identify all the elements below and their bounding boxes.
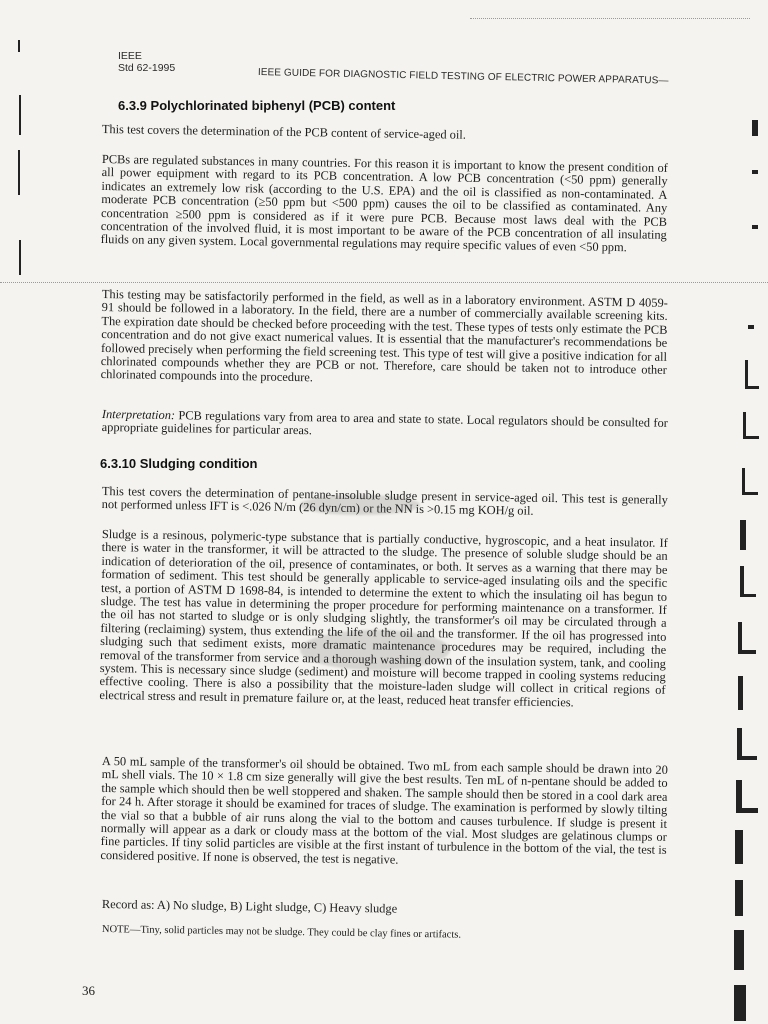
scan-artifact-right-8b: [737, 756, 757, 760]
scan-artifact-right-13: [734, 985, 746, 1021]
scan-artifact-right-5: [740, 566, 744, 596]
paragraph-pcb-regulation: PCBs are regulated substances in many countries. For this reason it is important to know the present condition of all power equipment with regard to its PCB concentration. A low PCB concentration (<50 ppm) generally indicates an extremely low risk (according to the U.S. EPA) and the oil is classified as non-contaminated. A moderate PCB concentration (≥50 ppm but <500 ppm) causes the oil to be classified as contaminated. Any concentration ≥500 ppm is considered as if it were pure PCB. Because most laws deal with the PCB concentration of the involved fluid, it is most important to be aware of the PCB concentration of all insulating fluids on any given system. Local governmental regulations may require specific values of even <50 ppm.: [100, 152, 668, 255]
scan-artifact-right-5b: [740, 594, 756, 597]
scan-artifact-left-2: [19, 95, 21, 135]
paragraph-sludge-description: Sludge is a resinous, polymeric-type substance that is partially conductive, hygroscopic, and a heat insulator. If there is water in the transformer, it will be attracted to the sludge. The presence of soluble sludge should be an indication of deterioration of the oil, presence of contaminates, or both. It serves as a warning that there may be formation of sediment. This test should be generally applicable to service-aged insulating oils and the specific test, a portion of ASTM D 1698-84, is intended to determine the extent to which the insulating oil has begun to sludge. The test has value in determining the proper procedure for performing maintenance on a transformer. If the oil has not started to sludge or is only sludging slightly, the transformer's oil may be circulated through a filtering (reclaiming) system, thus extending the life of the oil and the transformer. If the oil has progressed into sludging such that sediment exists, more dramatic maintenance procedures may be required, including the removal of the transformer from service and a thorough washing down of the insulation system, tank, and cooling system. This is necessary since sludge (sediment) and moisture will become trapped in cooling systems reducing effective cooling. There is also a possibility that the moisture-laden sludge will collect in critical regions of electrical stress and result in premature failure or, at the least, reduced heat transfer efficiencies.: [99, 527, 668, 710]
paragraph-pcb-testing: This testing may be satisfactorily performed in the field, as well as in a laboratory environment. ASTM D 4059-91 should be followed in a laboratory. In the field, there are a number of commercially available screening kits. The expiration date should be checked before proceeding with the test. These types of tests only estimate the PCB concentration and do not give exact numerical values. It is essential that the manufacturer's recommendations be followed precisely when performing the field screening test. This type of test will give a positive indication for all chlorinated compounds whether they are PCB or not. Therefore, care should be taken not to introduce other chlorinated compounds into the procedure.: [100, 287, 668, 385]
scan-artifact-left-3: [18, 150, 20, 195]
scan-smudge-2: [300, 630, 450, 670]
section-heading-pcb: 6.3.9 Polychlorinated biphenyl (PCB) content: [118, 98, 396, 113]
scan-artifact-right-12: [734, 930, 744, 970]
interpretation-text: PCB regulations vary from area to area and state to state. Local regulators should be consulted for appropriate guidelines for particular areas.: [101, 408, 668, 438]
scan-artifact-right-3: [742, 468, 745, 494]
paragraph-sludge-procedure: A 50 mL sample of the transformer's oil should be obtained. Two mL from each sample should be drawn into 20 mL shell vials. The 10 × 1.8 cm size generally will give the best results. Ten mL of n-pentane should be added to the sample which should then be well stoppered and shaken. The sample should then be stored in a cool dark area for 24 h. After storage it should be examined for traces of sludge. The examination is performed by slowly tilting the vial so that a bubble of air runs along the vial to the bottom and causes turbulence. If sludge is present it normally will appear as a dark or cloudy mass at the bottom of the vial. Most sludges are gelatinous clumps or fine particles. If tiny solid particles are visible at the first instant of turbulence in the bottom of the vial, the test is considered positive. If none is observed, the test is negative.: [100, 754, 668, 867]
scan-artifact-right-8: [737, 728, 742, 758]
scan-artifact-right-11: [735, 880, 743, 916]
scan-artifact-right-6b: [738, 650, 756, 654]
running-header-title: IEEE GUIDE FOR DIAGNOSTIC FIELD TESTING OF ELECTRIC POWER APPARATUS—: [257, 67, 669, 87]
scan-artifact-fold-line: [0, 282, 768, 284]
page-number: 36: [82, 983, 95, 998]
scan-artifact-left-4: [19, 240, 21, 275]
scan-artifact-right-4: [740, 520, 746, 550]
scan-artifact-right-top-4: [748, 325, 754, 329]
scan-artifact-right-1: [745, 360, 748, 388]
scan-artifact-top: [470, 18, 750, 20]
note-text: NOTE—Tiny, solid particles may not be sludge. They could be clay fines or artifacts.: [101, 923, 462, 941]
scan-artifact-right-7: [738, 676, 743, 710]
scan-artifact-right-9b: [736, 808, 758, 813]
section-heading-sludging: 6.3.10 Sludging condition: [100, 456, 258, 471]
paragraph-record-as: Record as: A) No sludge, B) Light sludge, C) Heavy sludge: [101, 897, 398, 916]
paragraph-sludge-intro: This test covers the determination of pentane-insoluble sludge present in service-aged oil. This test is generally not performed unless IFT is <.026 N/m (26 dyn/cm) or the NN is >0.15 mg KOH/g oil.: [101, 484, 668, 519]
scan-artifact-right-2b: [743, 436, 759, 439]
interpretation-label: Interpretation:: [101, 407, 176, 423]
running-header-std: [118, 50, 175, 74]
scan-artifact-right-2: [743, 412, 746, 438]
scan-artifact-right-top-1: [752, 120, 758, 136]
scan-artifact-right-1b: [745, 386, 759, 389]
scan-artifact-right-6: [738, 622, 742, 652]
scan-smudge-1: [300, 495, 420, 515]
paragraph-pcb-interpretation: [102, 408, 668, 444]
scan-artifact-right-10: [735, 830, 743, 864]
scan-artifact-right-top-2: [752, 170, 758, 174]
header-org: IEEE: [118, 50, 142, 62]
paragraph-pcb-intro: This test covers the determination of the PCB content of service-aged oil.: [101, 122, 467, 142]
scan-artifact-left-1: [18, 40, 20, 52]
scan-artifact-right-top-3: [752, 225, 758, 229]
scan-artifact-right-3b: [742, 492, 758, 495]
header-std-number: Std 62-1995: [118, 62, 176, 74]
